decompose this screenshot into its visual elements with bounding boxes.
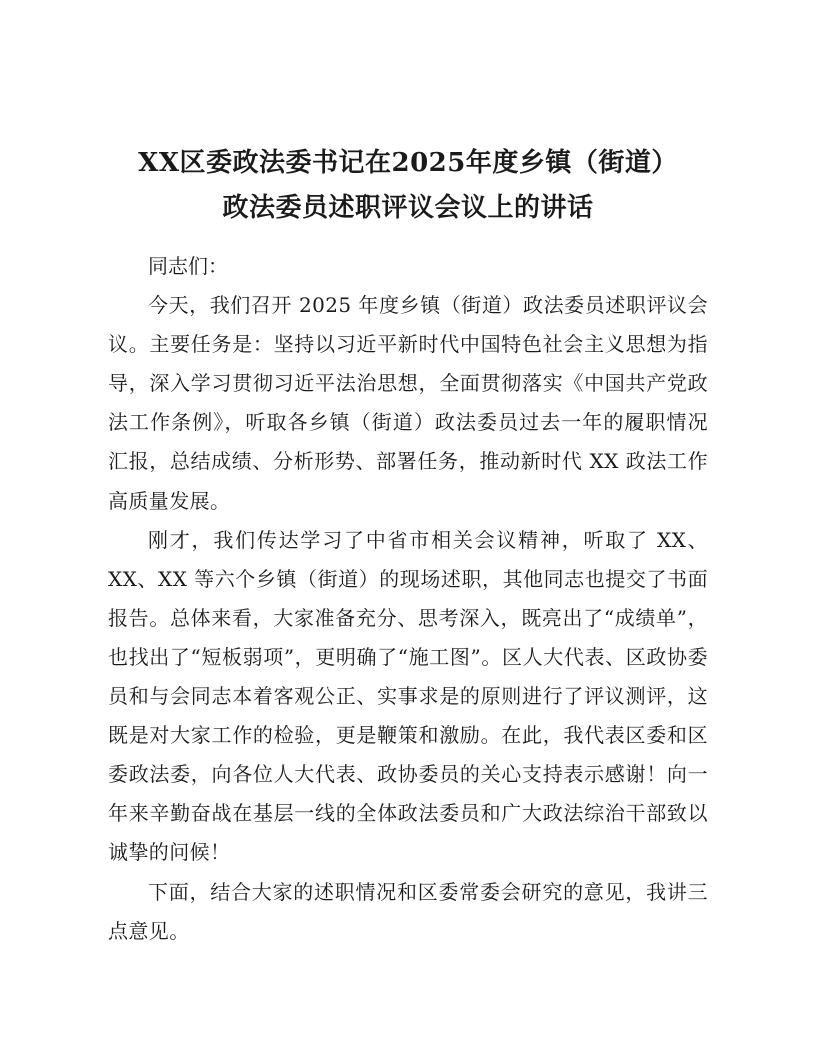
paragraph-transition: 下面，结合大家的述职情况和区委常委会研究的意见，我讲三点意见。 — [108, 879, 708, 943]
document-title-line-2: 政法委员述职评议会议上的讲话 — [222, 193, 594, 223]
greeting: 同志们： — [148, 254, 228, 278]
paragraph-review: 刚才，我们传达学习了中省市相关会议精神，听取了 XX、XX、XX 等六个乡镇（街道）的现场述职，其他同志也提交了书面报告。总体来看，大家准备充分、思考深入，既亮出了“成绩单”，也找出了“短板弱项”，更明确了“施工图”。区人大代表、区政协委员和与会同志本着客观公正、实事求是的原则进行了评议测评，这既是对大家工作的检验，更是鞭策和激励。在此，我代表区委和区委政法委，向各位人大代表、政协委员的关心支持表示感谢！向一年来辛勤奋战在基层一线的全体政法委员和广大政法综治干部致以诚挚的问候！ — [108, 527, 708, 865]
paragraph-opening: 今天，我们召开 2025 年度乡镇（街道）政法委员述职评议会议。主要任务是：坚持以习近平新时代中国特色社会主义思想为指导，深入学习贯彻习近平法治思想，全面贯彻落实《中国共产党政法工作条例》，听取各乡镇（街道）政法委员过去一年的履职情况汇报，总结成绩、分析形势、部署任务，推动新时代 XX 政法工作高质量发展。 — [108, 293, 708, 513]
document-body — [108, 247, 708, 951]
document-title-line-1: XX区委政法委书记在2025年度乡镇（街道） — [138, 148, 678, 178]
